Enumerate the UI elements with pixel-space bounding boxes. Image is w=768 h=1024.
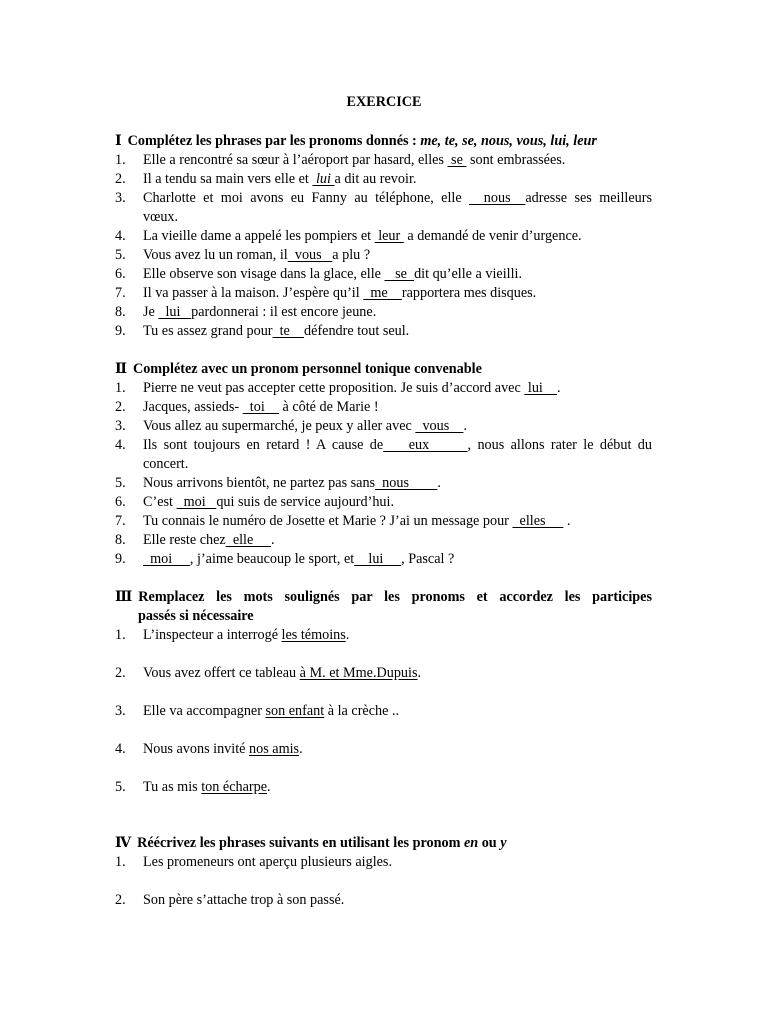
section-2-heading: Ⅱ Complétez avec un pronom personnel tonique convenable: [115, 361, 482, 377]
list-item: 5. Tu as mis ton écharpe.: [115, 779, 271, 795]
page-title: EXERCICE: [346, 94, 422, 110]
list-item: 3. Elle va accompagner son enfant à la crèche ..: [115, 703, 400, 719]
underlined-words: à M. et Mme.Dupuis: [299, 665, 418, 681]
answer-blank: me: [363, 285, 402, 301]
list-item: 7. Il va passer à la maison. J’espère qu’il me rapportera mes disques.: [115, 285, 537, 301]
answer-blank: leur: [374, 228, 404, 244]
section-4-heading: Ⅳ Réécrivez les phrases suivants en utilisant les pronom en ou y: [115, 835, 507, 851]
answer-blank: lui: [524, 380, 558, 396]
list-item: 5. Vous avez lu un roman, il vous a plu ?: [115, 247, 371, 263]
list-item: 1. Pierre ne veut pas accepter cette proposition. Je suis d’accord avec lui .: [115, 380, 561, 396]
list-item: 3. Charlotte et moi avons eu Fanny au téléphone, elle nous adresse ses meilleurs vœux.: [115, 190, 652, 225]
underlined-words: son enfant: [265, 703, 325, 719]
list-item: 6. Elle observe son visage dans la glace, elle se dit qu’elle a vieilli.: [115, 266, 523, 282]
section-1-heading: Ⅰ Complétez les phrases par les pronoms donnés : me, te, se, nous, vous, lui, leur: [115, 133, 597, 149]
underlined-words: ton écharpe: [201, 779, 267, 795]
answer-blank: elle: [225, 532, 272, 548]
section-3-heading-cont: passés si nécessaire: [138, 608, 254, 624]
answer-blank: vous: [415, 418, 464, 434]
list-item: 1. Elle a rencontré sa sœur à l’aéroport par hasard, elles se sont embrassées.: [115, 152, 566, 168]
answer-blank: nous: [469, 190, 526, 206]
list-item: 2. Son père s’attache trop à son passé.: [115, 892, 345, 908]
list-item: 4. Ils sont toujours en retard ! A cause de eux , nous allons rater le début du concert.: [115, 437, 652, 472]
list-item: 6. C’est moi qui suis de service aujourd’hui.: [115, 494, 395, 510]
underlined-words: les témoins: [281, 627, 346, 643]
section-3-heading: Ⅲ Remplacez les mots soulignés par les pronoms et accordez les participes: [115, 589, 652, 605]
answer-blank: lui: [312, 171, 335, 187]
answer-blank: moi: [176, 494, 217, 510]
list-item: 3. Vous allez au supermarché, je peux y aller avec vous .: [115, 418, 467, 434]
underlined-words: nos amis: [249, 741, 300, 757]
list-item: 8. Je lui pardonnerai : il est encore jeune.: [115, 304, 377, 320]
list-item: 2. Vous avez offert ce tableau à M. et Mme.Dupuis.: [115, 665, 422, 681]
section-number: Ⅳ: [115, 835, 132, 851]
answer-blank: nous: [375, 475, 438, 491]
answer-blank: se: [447, 152, 467, 168]
list-item: 9. moi , j’aime beaucoup le sport, et lui , Pascal ?: [115, 551, 455, 567]
list-item: 9. Tu es assez grand pour te défendre tout seul.: [115, 323, 410, 339]
list-item: 1. L’inspecteur a interrogé les témoins.: [115, 627, 350, 643]
answer-blank: eux: [383, 437, 468, 453]
answer-blank: se: [384, 266, 415, 282]
answer-blank: te: [272, 323, 305, 339]
list-item: 4. Nous avons invité nos amis.: [115, 741, 303, 757]
answer-blank: moi: [143, 551, 190, 567]
list-item: 1. Les promeneurs ont aperçu plusieurs aigles.: [115, 854, 392, 870]
answer-blank: lui: [158, 304, 192, 320]
answer-blank: toi: [242, 399, 279, 415]
answer-blank: elles: [512, 513, 564, 529]
list-item: 2. Jacques, assieds- toi à côté de Marie !: [115, 399, 379, 415]
list-item: 7. Tu connais le numéro de Josette et Marie ? J’ai un message pour elles .: [115, 513, 571, 529]
section-number: Ⅰ: [115, 133, 122, 149]
answer-blank: vous: [287, 247, 333, 263]
list-item: 2. Il a tendu sa main vers elle et lui a dit au revoir.: [115, 171, 417, 187]
list-item: 5. Nous arrivons bientôt, ne partez pas sans nous .: [115, 475, 441, 491]
section-number: Ⅲ: [115, 589, 133, 605]
list-item: 8. Elle reste chez elle .: [115, 532, 275, 548]
answer-blank: lui: [354, 551, 402, 567]
section-number: Ⅱ: [115, 361, 127, 377]
list-item: 4. La vieille dame a appelé les pompiers et leur a demandé de venir d’urgence.: [115, 228, 582, 244]
